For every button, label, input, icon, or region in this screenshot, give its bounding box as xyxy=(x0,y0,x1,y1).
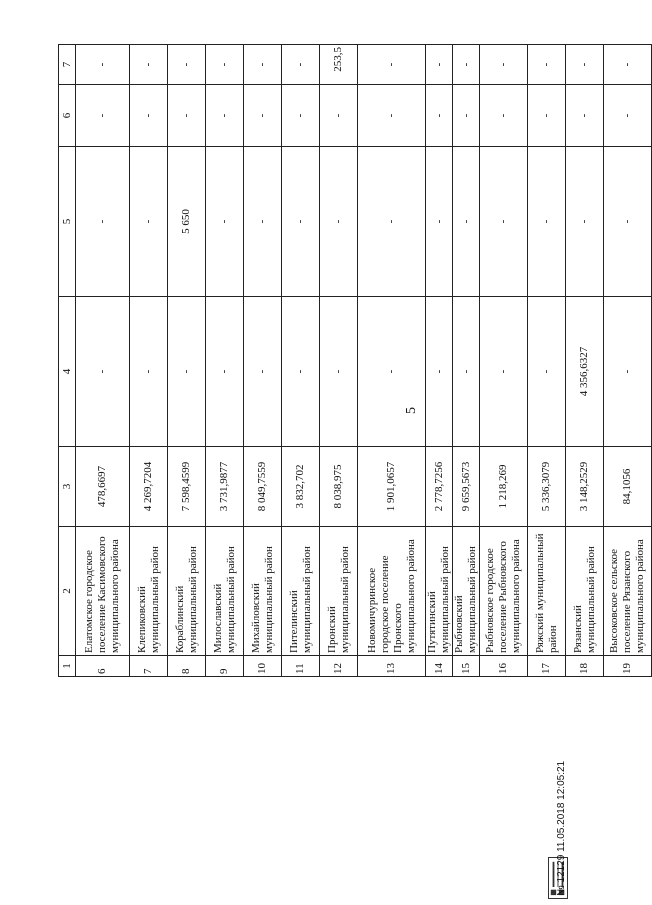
row-name-cell: Милославский муниципальный район xyxy=(206,527,244,656)
row-value-cell: - xyxy=(358,147,426,297)
row-value-cell: 4 356,6327 xyxy=(566,297,604,447)
header-cell: 5 xyxy=(59,147,76,297)
header-cell: 2 xyxy=(59,527,76,656)
row-number-cell: 9 xyxy=(206,656,244,677)
row-value-cell: - xyxy=(426,85,453,147)
row-value-cell: - xyxy=(320,85,358,147)
table-row xyxy=(168,45,206,677)
table-row xyxy=(528,45,566,677)
row-number-cell: 16 xyxy=(480,656,528,677)
rotated-table-container xyxy=(58,45,646,677)
row-number-cell: 11 xyxy=(282,656,320,677)
table-row xyxy=(282,45,320,677)
row-value-cell: - xyxy=(358,85,426,147)
row-name-cell: Высоковское сельское поселение Рязанского муниципального района xyxy=(604,527,652,656)
table-row xyxy=(426,45,453,677)
row-number-cell: 17 xyxy=(528,656,566,677)
row-name-cell: Новомичуринское городское поселение Пронского муниципального района xyxy=(358,527,426,656)
row-number-cell: 12 xyxy=(320,656,358,677)
row-value-cell: - xyxy=(453,147,480,297)
row-value-cell: 8 038,975 xyxy=(320,447,358,527)
row-value-cell: - xyxy=(168,45,206,85)
row-name-cell: Елатомское городское поселение Касимовского муниципального района xyxy=(76,527,130,656)
row-value-cell: 5 336,3079 xyxy=(528,447,566,527)
row-value-cell: 3 832,702 xyxy=(282,447,320,527)
row-value-cell: - xyxy=(206,45,244,85)
row-value-cell: - xyxy=(76,297,130,447)
row-name-cell: Пронский муниципальный район xyxy=(320,527,358,656)
row-number-cell: 8 xyxy=(168,656,206,677)
row-value-cell: - xyxy=(282,45,320,85)
row-value-cell: - xyxy=(528,297,566,447)
row-value-cell: 3 731,9877 xyxy=(206,447,244,527)
table-row xyxy=(244,45,282,677)
table-row xyxy=(320,45,358,677)
row-value-cell: - xyxy=(426,45,453,85)
row-value-cell: - xyxy=(206,147,244,297)
row-value-cell: - xyxy=(130,297,168,447)
table-row xyxy=(76,45,130,677)
row-value-cell: - xyxy=(206,85,244,147)
row-value-cell: - xyxy=(244,297,282,447)
row-value-cell: - xyxy=(168,297,206,447)
row-value-cell: - xyxy=(604,45,652,85)
row-value-cell: - xyxy=(480,297,528,447)
row-value-cell: - xyxy=(130,85,168,147)
row-value-cell: 7 598,4599 xyxy=(168,447,206,527)
row-value-cell: - xyxy=(206,297,244,447)
row-value-cell: - xyxy=(528,45,566,85)
row-name-cell: Ряжский муниципальный район xyxy=(528,527,566,656)
row-value-cell: - xyxy=(566,85,604,147)
header-cell: 6 xyxy=(59,85,76,147)
row-name-cell: Михайловский муниципальный район xyxy=(244,527,282,656)
row-value-cell: - xyxy=(528,85,566,147)
row-value-cell: 9 659,5673 xyxy=(453,447,480,527)
row-value-cell: 1 218,269 xyxy=(480,447,528,527)
table-row xyxy=(453,45,480,677)
row-value-cell: - xyxy=(566,147,604,297)
row-number-cell: 18 xyxy=(566,656,604,677)
row-number-cell: 7 xyxy=(130,656,168,677)
row-number-cell: 10 xyxy=(244,656,282,677)
row-value-cell: - xyxy=(604,297,652,447)
row-value-cell: - xyxy=(358,45,426,85)
row-value-cell: - xyxy=(282,297,320,447)
row-value-cell: - xyxy=(282,85,320,147)
header-cell: 1 xyxy=(59,656,76,677)
row-value-cell: - xyxy=(358,297,426,447)
header-cell: 4 xyxy=(59,297,76,447)
row-number-cell: 13 xyxy=(358,656,426,677)
table-row xyxy=(358,45,426,677)
header-cell: 3 xyxy=(59,447,76,527)
row-value-cell: 3 148,2529 xyxy=(566,447,604,527)
row-value-cell: - xyxy=(604,147,652,297)
row-name-cell: Пителинский муниципальный район xyxy=(282,527,320,656)
table-body xyxy=(59,45,652,677)
row-value-cell: 478,6697 xyxy=(76,447,130,527)
row-value-cell: - xyxy=(480,85,528,147)
row-value-cell: - xyxy=(244,147,282,297)
row-value-cell: 84,1056 xyxy=(604,447,652,527)
row-value-cell: - xyxy=(453,85,480,147)
row-name-cell: Клепиковский муниципальный район xyxy=(130,527,168,656)
row-value-cell: - xyxy=(320,147,358,297)
row-value-cell: - xyxy=(130,45,168,85)
row-name-cell: Рыбновское городское поселение Рыбновского муниципального района xyxy=(480,527,528,656)
row-value-cell: - xyxy=(604,85,652,147)
row-value-cell: 8 049,7559 xyxy=(244,447,282,527)
row-number-cell: 15 xyxy=(453,656,480,677)
registration-stamp: № 12129 11.05.2018 12:05:21 xyxy=(556,760,567,896)
row-number-cell: 14 xyxy=(426,656,453,677)
table-row xyxy=(604,45,652,677)
row-value-cell: - xyxy=(426,147,453,297)
row-value-cell: - xyxy=(528,147,566,297)
data-table xyxy=(58,44,652,677)
row-number-cell: 6 xyxy=(76,656,130,677)
page-number: 5 xyxy=(404,407,419,414)
row-value-cell: - xyxy=(168,85,206,147)
row-value-cell: 253,5 xyxy=(320,45,358,85)
row-value-cell: - xyxy=(320,297,358,447)
table-row xyxy=(130,45,168,677)
table-row xyxy=(566,45,604,677)
row-value-cell: - xyxy=(76,45,130,85)
row-value-cell: - xyxy=(480,147,528,297)
table-header-row xyxy=(59,45,76,677)
row-name-cell: Рязанский муниципальный район xyxy=(566,527,604,656)
row-value-cell: - xyxy=(426,297,453,447)
row-value-cell: 4 269,7204 xyxy=(130,447,168,527)
row-name-cell: Кораблинский муниципальный район xyxy=(168,527,206,656)
row-value-cell: - xyxy=(480,45,528,85)
row-value-cell: 1 901,0657 xyxy=(358,447,426,527)
row-number-cell: 19 xyxy=(604,656,652,677)
row-value-cell: - xyxy=(76,147,130,297)
row-name-cell: Путятинский муниципальный район xyxy=(426,527,453,656)
header-cell: 7 xyxy=(59,45,76,85)
row-value-cell: - xyxy=(282,147,320,297)
row-value-cell: 2 778,7256 xyxy=(426,447,453,527)
row-value-cell: - xyxy=(566,45,604,85)
row-name-cell: Рыбновский муниципальный район xyxy=(453,527,480,656)
row-value-cell: - xyxy=(244,85,282,147)
row-value-cell: - xyxy=(76,85,130,147)
row-value-cell: - xyxy=(130,147,168,297)
row-value-cell: - xyxy=(244,45,282,85)
table-row xyxy=(206,45,244,677)
row-value-cell: - xyxy=(453,297,480,447)
row-value-cell: 5 650 xyxy=(168,147,206,297)
table-row xyxy=(480,45,528,677)
row-value-cell: - xyxy=(453,45,480,85)
